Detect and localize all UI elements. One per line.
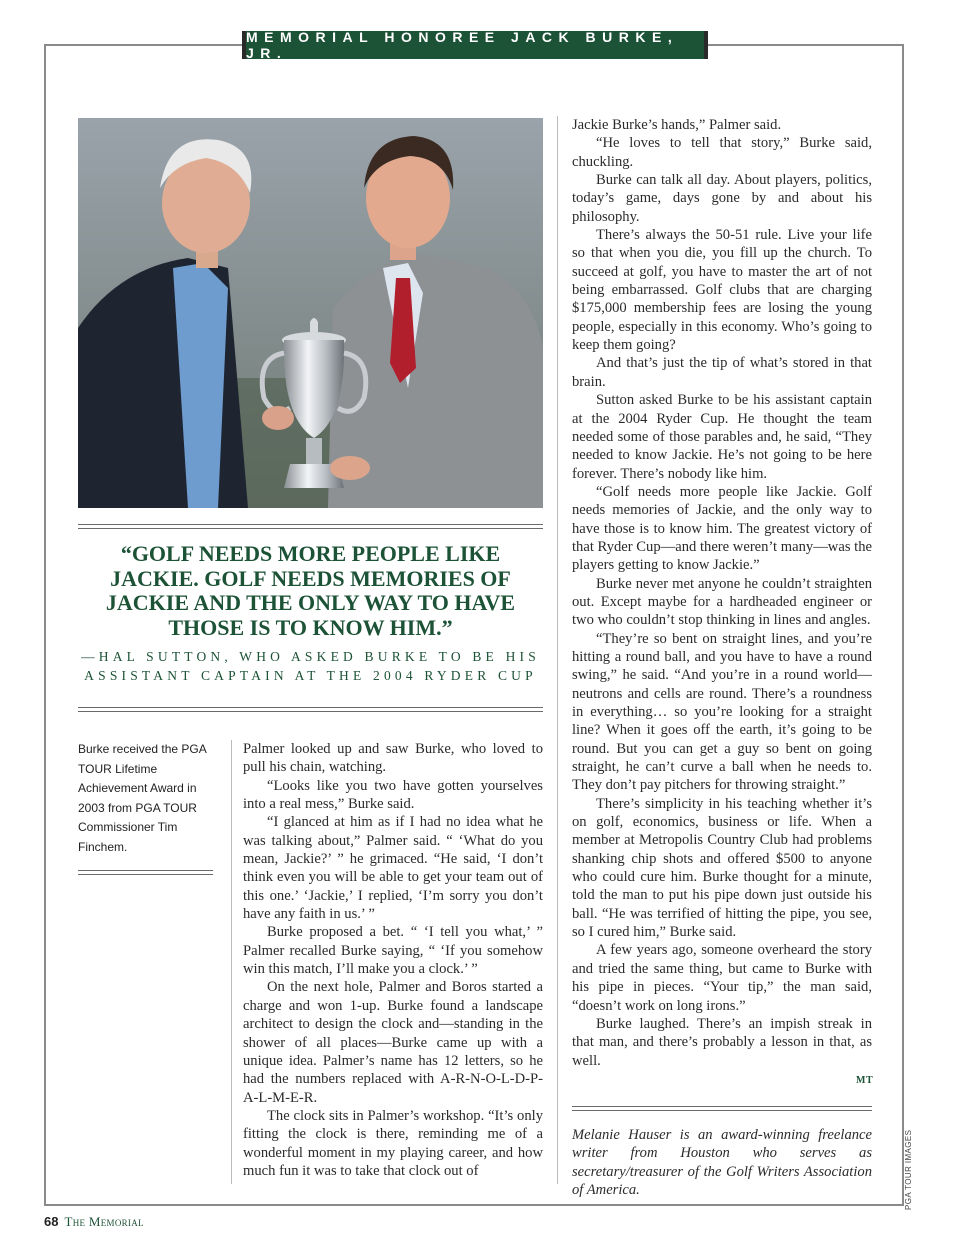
divider-double-rule (78, 524, 543, 529)
paragraph: There’s always the 50-51 rule. Live your life so that when you die, you fill up the church. To succeed at golf, you have to master the art of not being embarrassed. Golf clubs that are charging $175,000 membership fees are losing the young people, especially in this economy. Who’s going to keep them going? (572, 227, 872, 354)
column-divider (231, 740, 232, 1184)
author-bio: Melanie Hauser is an award-winning freelance writer from Houston who serves as secretary/treasurer of the Golf Writers Association of America. (572, 1127, 872, 1199)
section-header: MEMORIAL HONOREE JACK BURKE, JR. (242, 31, 708, 59)
paragraph: “Looks like you two have gotten yourselves into a real mess,” Burke said. (243, 777, 543, 813)
photo-credit: PGA TOUR IMAGES (904, 1129, 913, 1210)
pull-quote-attribution: —HAL SUTTON, WHO ASKED BURKE TO BE HIS ASSISTANT CAPTAIN AT THE 2004 RYDER CUP (81, 649, 540, 683)
paragraph: There’s simplicity in his teaching whether it’s on golf, economics, business or life. When a member at Metropolis Country Club had problems shanking chip shots and offered $500 to anyone who could cure him. Burke thought for a minute, told the man to put his pipe down just outside his ball. “He was terrified of hitting the pipe, you see, so I cured him,” Burke said. (572, 795, 872, 941)
photo-caption: Burke received the PGA TOUR Lifetime Achievement Award in 2003 from PGA TOUR Commissioner Tim Finchem. (78, 742, 207, 854)
paragraph: And that’s just the tip of what’s stored in that brain. (572, 355, 872, 390)
paragraph: On the next hole, Palmer and Boros started a charge and won 1-up. Burke found a landscape architect to design the clock and—standing in the shower of all places—Burke came up with a unique idea. Palmer’s name has 12 letters, so he had the numbers replaced with A-R-N-O-L-D-P-A-L-M-E-R. (243, 979, 543, 1106)
page-footer (44, 1214, 144, 1230)
page-number: 68 (44, 1214, 59, 1229)
paragraph: Burke laughed. There’s an impish streak in that man, and there’s probably a lesson in that, as well. (572, 1015, 872, 1069)
pull-quote: “GOLF NEEDS MORE PEOPLE LIKE JACKIE. GOLF NEEDS MEMORIES OF JACKIE AND THE ONLY WAY TO HAVE THOSE IS TO KNOW HIM.” (105, 541, 516, 640)
paragraph: Jackie Burke’s hands,” Palmer said. (572, 117, 782, 133)
paragraph: Palmer looked up and saw Burke, who loved to pull his chain, watching. (243, 741, 543, 776)
paragraph: Burke can talk all day. About players, politics, today’s game, days gone by and about his philosophy. (572, 172, 872, 225)
paragraph: Burke proposed a bet. “ ‘I tell you what,’ ” Palmer recalled Burke saying, “ ‘If you somehow win this match, I’ll make you a clock.’ ” (243, 924, 543, 978)
paragraph: Sutton asked Burke to be his assistant captain at the 2004 Ryder Cup. He thought the team needed some of those parables and, he said, “They needed to know Jackie. He’s not going to be here forever. There’s nobody like him. (572, 392, 872, 482)
article-column-right (572, 116, 872, 1092)
article-column-middle (243, 740, 543, 1183)
award-photo (78, 118, 543, 508)
divider-double-rule (78, 707, 543, 712)
paragraph: The clock sits in Palmer’s workshop. “It’s only fitting the clock is there, reminding me of a wonderful moment in my playing career, and how much fun it was to take that clock out of (243, 1107, 543, 1179)
paragraph: Burke never met anyone he couldn’t straighten out. Except maybe for a hardheaded engineer or two who couldn’t stop thinking in lines and angles. (572, 575, 872, 629)
paragraph: “He loves to tell that story,” Burke said, chuckling. (572, 135, 872, 170)
bio-double-rule (572, 1106, 872, 1111)
caption-double-rule (78, 870, 213, 875)
publication-name: The Memorial (64, 1214, 144, 1229)
paragraph: “They’re so bent on straight lines, and you’re hitting a round ball, and you have to have a round swing,” he said. “And you’re in a round world—neutrons and cells are round. There’s a roundness in everything… so you’re looking for a straight line? When it goes off the earth, it’s going to be round. But you can get a guy so bent on going straight, he can’t curve a ball when he needs to. They don’t pay pitchers for throwing straight.” (572, 630, 872, 794)
paragraph: “I glanced at him as if I had no idea what he was talking about,” Palmer said. “ ‘What do you mean, Jackie?’ ” he grimaced. “He said, ‘I don’t think even you will be able to get your team out of this one.’ ‘Jackie,’ I replied, ‘I’m sorry you don’t have any faith in us.’ ” (243, 814, 543, 923)
paragraph: A few years ago, someone overheard the story and tried the same thing, but came to Burke with his pipe in pieces. “Your tip,” the man said, “doesn’t work on long irons.” (572, 942, 872, 1014)
paragraph: “Golf needs more people like Jackie. Golf needs memories of Jackie, and the only way to have those is to know him. The greatest victory of that Ryder Cup—and there weren’t many—was the players getting to know Jackie.” (572, 483, 872, 574)
photo-illustration (78, 118, 543, 508)
column-divider (557, 116, 558, 1184)
author-end-mark: MT (856, 1075, 874, 1086)
